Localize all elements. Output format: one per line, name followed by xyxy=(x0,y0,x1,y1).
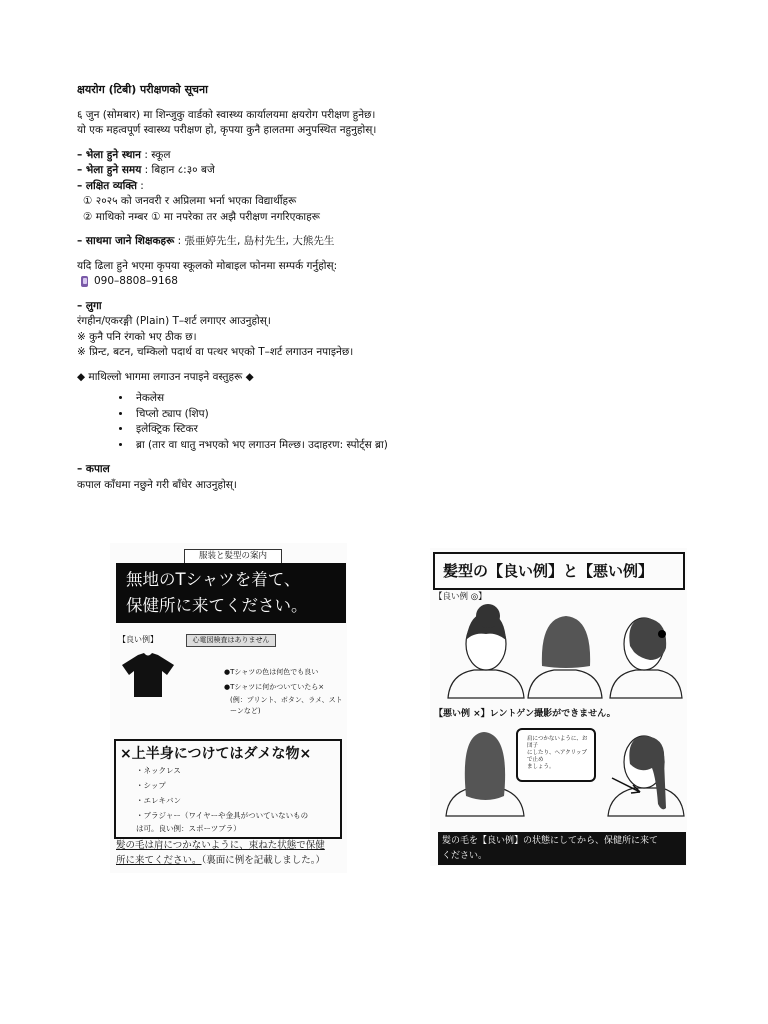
good-example-label: 【良い例】 xyxy=(118,635,158,644)
bubble-line-3: ましょう。 xyxy=(527,764,555,770)
good-hair-bob-illustration xyxy=(528,616,602,698)
late-contact-text: यदि ढिला हुने भएमा कृपया स्कूलको मोबाइल फोनमा सम्पर्क गर्नुहोस्: xyxy=(77,259,338,272)
time-value: बिहान ८:३० बजे xyxy=(151,164,215,176)
rule-2: ●Tシャツに何かついていたら× xyxy=(224,683,325,691)
flyer-footer xyxy=(116,838,346,868)
target-item-1: ① २०२५ को जनवरी र अप्रिलमा भर्ना भएका विद्यार्थीहरू xyxy=(83,195,297,207)
target-label: – लक्षित व्यक्ति xyxy=(77,179,137,192)
banner-line-2: 保健所に来てください。 xyxy=(126,596,308,615)
banned-heading: ◆ माथिल्लो भागमा लगाउन नपाइने वस्तुहरू ◆ xyxy=(77,370,254,383)
target-row: – लक्षित व्यक्ति : xyxy=(77,179,144,192)
teachers-row: – साथमा जाने शिक्षकहरू : 張亜婷先生, 島村先生, 大熊先生 xyxy=(77,235,335,247)
notice-title: क्षयरोग (टिबी) परीक्षणको सूचना xyxy=(77,83,208,96)
place-row: – भेला हुने स्थान : स्कूल xyxy=(77,148,171,161)
list-item: • चिप्लो ट्याप (शिप) xyxy=(132,407,717,423)
footer-line-3: （裏面に例を記載しました。） xyxy=(201,855,326,866)
rule-1: ●Tシャツの色は何色でも良い xyxy=(224,668,319,676)
intro-line-2: यो एक महत्वपूर्ण स्वास्थ्य परीक्षण हो, कृपया कुनै हालतमा अनुपस्थित नहुनुहोस्। xyxy=(77,124,377,136)
hairstyle-footer xyxy=(438,832,686,865)
banned-box-heading: ×上半身につけてはダメな物× xyxy=(120,746,312,762)
teachers-value: 張亜婷先生, 島村先生, 大熊先生 xyxy=(184,235,335,247)
intro-line-1: ६ जुन (सोमबार) मा शिन्जुकु वार्डको स्वास्थ्य कार्यालयमा क्षयरोग परीक्षण हुनेछ। xyxy=(77,108,376,121)
banner-line-1: 無地のTシャツを着て、 xyxy=(126,570,301,589)
hair-label: – कपाल xyxy=(77,463,110,475)
advice-speech-bubble xyxy=(516,728,596,782)
hairstyle-footer-line-1: 髪の毛を【良い例】の状態にしてから、保健所に来て xyxy=(442,836,659,846)
tshirt-rules xyxy=(224,665,344,717)
mobile-phone-icon xyxy=(81,276,88,287)
hair-text: कपाल काँधमा नछुने गरी बाँधेर आउनुहोस्। xyxy=(77,478,237,491)
place-label: – भेला हुने स्थान xyxy=(77,148,141,161)
clothes-line-3: ※ प्रिन्ट, बटन, चम्किलो पदार्थ वा पत्थर भएको T–शर्ट लगाउन नपाइनेछ। xyxy=(77,346,354,358)
bad-example-label: 【悪い例 ×】レントゲン撮影ができません。 xyxy=(434,709,616,719)
bubble-line-1: 肩につかないように、お団子 xyxy=(527,736,588,749)
bad-hair-long-illustration xyxy=(446,732,524,816)
banned-list xyxy=(77,391,717,453)
teachers-label: – साथमा जाने शिक्षकहरू xyxy=(77,235,175,247)
banned-box-list xyxy=(116,763,340,834)
list-item: ・ブラジャー（ワイヤーや金具がついていないもの xyxy=(136,811,309,820)
rule-3: (例：プリント、ボタン、ラメ、スト xyxy=(230,696,343,704)
flyer-note: 心電図検査はありません xyxy=(186,634,276,647)
clothes-line-1: रंगहीन/एकरङ्गी (Plain) T–शर्ट लगाएर आउनुहोस्। xyxy=(77,315,271,327)
good-hair-clip-illustration xyxy=(610,618,682,698)
place-value: स्कूल xyxy=(151,148,171,161)
list-item: • इलेक्ट्रिक स्टिकर xyxy=(132,422,717,438)
hairstyle-heading: 髪型の【良い例】と【悪い例】 xyxy=(433,552,685,590)
target-item-2: ② माथिको नम्बर ① मा नपरेका तर अझै परीक्षण नगरिएकाहरू xyxy=(83,210,320,223)
list-item: ・シップ xyxy=(136,781,166,790)
tshirt-icon xyxy=(120,651,176,699)
list-item: ・エレキバン xyxy=(136,796,181,805)
footer-line-1: 髪の毛は肩につかないように、束ねた状態で保健 xyxy=(116,840,325,851)
bubble-line-2: にしたり、ヘアクリップで止め xyxy=(527,750,587,763)
time-row: – भेला हुने समय : बिहान ८:३० बजे xyxy=(77,164,215,176)
time-label: – भेला हुने समय xyxy=(77,164,142,176)
bad-hair-ponytail-illustration xyxy=(608,736,684,816)
footer-line-2: 所に来てください。 xyxy=(116,855,202,866)
hairstyle-footer-line-2: ください。 xyxy=(442,851,488,861)
list-item: ・ネックレス xyxy=(136,766,181,775)
list-item: • नेकलेस xyxy=(132,391,717,407)
clothes-label: – लुगा xyxy=(77,299,102,312)
good-hair-bun-illustration xyxy=(448,604,524,698)
rule-4: ーンなど) xyxy=(230,707,261,715)
clothes-line-2: ※ कुनै पनि रंगको भए ठीक छ। xyxy=(77,330,197,343)
banned-items-box xyxy=(114,739,342,839)
hairstyle-flyer-image xyxy=(430,548,687,866)
list-item: は可。良い例：スポーツブラ） xyxy=(136,824,241,833)
notice-document xyxy=(77,82,717,493)
flyer-banner xyxy=(116,563,346,623)
good-example-label: 【良い例 ◎】 xyxy=(434,592,487,602)
phone-number: 090–8808–9168 xyxy=(94,275,178,287)
phone-row xyxy=(81,274,717,290)
clothing-flyer-image xyxy=(110,543,347,873)
list-item: • ब्रा (तार वा धातु नभएको भए लगाउन मिल्छ। उदाहरण: स्पोर्ट्स ब्रा) xyxy=(132,438,717,454)
flyer-caption: 服装と髪型の案内 xyxy=(184,549,282,564)
